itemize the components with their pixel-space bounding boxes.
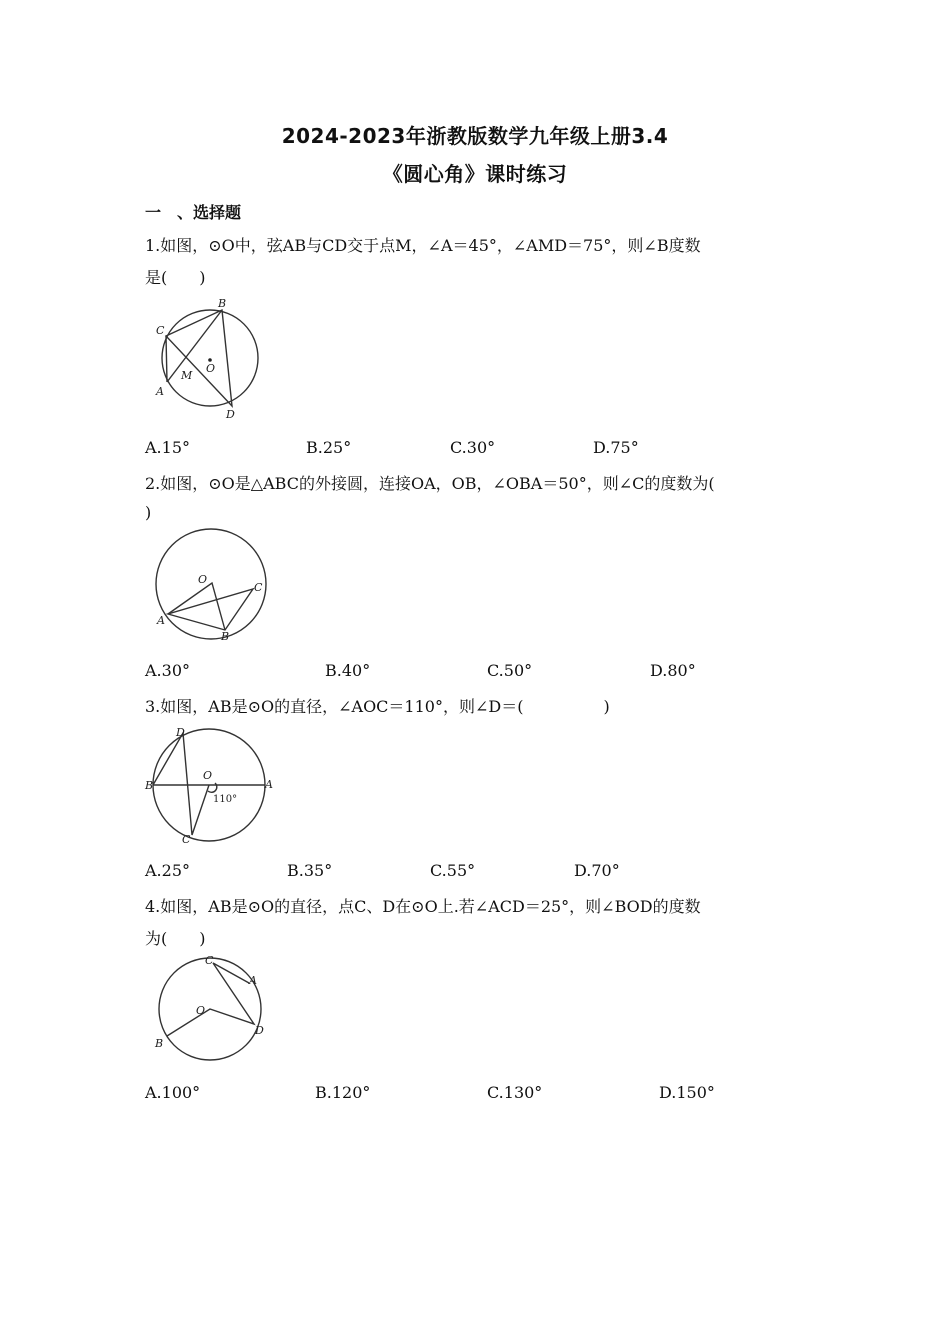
label-b: B [218, 297, 227, 310]
question-2-stem: 2.如图，⊙O是△ABC的外接圆，连接OA，OB，∠OBA＝50°，则∠C的度数为( [145, 474, 715, 493]
question-4-stem: 4.如图，AB是⊙O的直径，点C、D在⊙O上.若∠ACD＝25°，则∠BOD的度数 [145, 897, 701, 916]
label-b: B [145, 779, 154, 792]
question-2-figure [150, 532, 275, 644]
question-2-stem-cont: ) [145, 503, 152, 522]
triangle-abc [168, 589, 253, 630]
question-1-stem: 1.如图，⊙O中，弦AB与CD交于点M，∠A＝45°，∠AMD＝75°，则∠B度数 [145, 236, 701, 255]
q1-option-c[interactable]: C.30° [450, 438, 496, 457]
q2-option-d[interactable]: D.80° [650, 661, 696, 680]
circle-o [162, 310, 258, 406]
label-o: O [198, 573, 208, 586]
radii-oa-ob [168, 583, 225, 630]
segment-ca [166, 336, 167, 382]
section-heading: 一 、选择题 [145, 203, 242, 222]
question-1-stem-cont: 是( ) [145, 268, 206, 287]
question-1-figure [150, 298, 270, 424]
page-title-line-2: 《圆心角》课时练习 [382, 162, 568, 186]
q2-option-b[interactable]: B.40° [325, 661, 371, 680]
label-a: A [156, 385, 164, 398]
label-d: D [255, 1024, 264, 1037]
q2-option-c[interactable]: C.50° [487, 661, 533, 680]
label-b: B [155, 1037, 164, 1050]
label-o: O [206, 362, 216, 375]
q4-option-d[interactable]: D.150° [659, 1083, 715, 1102]
q2-option-a[interactable]: A.30° [145, 661, 190, 680]
q4-option-a[interactable]: A.100° [145, 1083, 201, 1102]
q4-option-b[interactable]: B.120° [315, 1083, 371, 1102]
label-b: B [221, 630, 230, 643]
label-m: M [181, 369, 193, 382]
q3-option-d[interactable]: D.70° [574, 861, 620, 880]
q1-option-b[interactable]: B.25° [306, 438, 352, 457]
label-a: A [249, 974, 257, 987]
question-4-figure [150, 952, 275, 1064]
q4-option-c[interactable]: C.130° [487, 1083, 543, 1102]
label-c: C [205, 954, 214, 967]
label-o: O [203, 769, 213, 782]
label-c: C [254, 581, 263, 594]
q1-option-d[interactable]: D.75° [593, 438, 639, 457]
label-a: A [157, 614, 165, 627]
q3-option-b[interactable]: B.35° [287, 861, 333, 880]
chords-bd-dc-oc [153, 733, 209, 835]
label-c: C [182, 833, 191, 846]
question-3-figure [145, 725, 280, 850]
page-title-line-1: 2024-2023年浙教版数学九年级上册3.4 [281, 124, 669, 148]
question-3-stem: 3.如图，AB是⊙O的直径，∠AOC＝110°，则∠D＝( ) [145, 697, 610, 716]
label-a: A [265, 778, 273, 791]
label-d: D [176, 726, 185, 739]
label-c: C [156, 324, 165, 337]
segments-bo-od-dc-ca [167, 963, 254, 1036]
q3-option-c[interactable]: C.55° [430, 861, 476, 880]
q1-option-a[interactable]: A.15° [145, 438, 190, 457]
angle-label: 110° [213, 794, 238, 805]
label-d: D [226, 408, 235, 421]
label-o: O [196, 1004, 206, 1017]
question-4-stem-cont: 为( ) [145, 929, 206, 948]
q3-option-a[interactable]: A.25° [145, 861, 190, 880]
